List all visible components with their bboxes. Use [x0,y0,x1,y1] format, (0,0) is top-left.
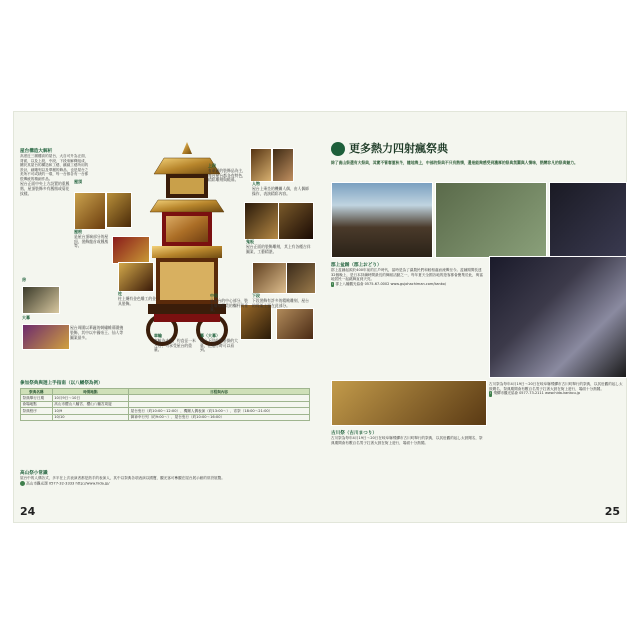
page-number: 25 [604,505,620,518]
photo-drape [22,324,70,350]
section-info: i 飛驒市觀光協會 0577-73-2111 www.hida-kankou.jp [490,391,581,396]
label-top: 屋頂 [74,179,82,184]
intro-text: 除了高山祭還有大祭典，其實不管春夏秋冬，隨地海上，中部的祭典不只有熱情，還是能夠感受到濃厚的祭典氛圍與人情味，熱鬧非凡的祭典魅力。 [331,160,578,165]
table-row: 祭典程序 10/9 屋台曳行（約10:00～12:00）、機關人偶表演（約13:00～）、宵祭（18:00～21:00） [21,408,310,414]
photo-lower [252,262,288,294]
title-ornament-icon [331,142,345,156]
label-upper: 上段 有華麗的裝飾品為主，每台屋台都各有特色，精彩雕刻與帳幕。 [208,163,246,183]
structure-intro [20,148,90,182]
table-row: 10/10 御神幸行列（約9:00～）、屋台曳行（約10:00～16:00） [21,414,310,420]
label-top-text: 屋台正面中央上方設置的重鳳凰，屋頂裝飾多有鳳凰或菊花紋樣。 [20,181,70,196]
section-title: 屋台構造大解析 [20,149,53,154]
label-gate: 屋根 是屋台頂端部分的屋頂，裝飾龍首或鳳凰等。 [74,229,109,249]
label-lower: 下段 下段裝飾有許多的精緻雕刻，屋台的骨架主要在此部分。 [252,293,309,308]
section-text: 郡上盆踊起源於400年前的江戶時代，當時是為了讓農民們和睦相處而流傳至今。盆踊期間長達32個晚上，是日本持續時間最長的舞蹈活動之一，每年夏天全國各地的遊客都會聚集於此，與當地居民一起跳舞直到天亮。 [331,268,483,282]
info-icon [20,481,25,486]
section-text: 古川祭為每年4月19日～20日在岐阜縣飛驒市古川町舉行的祭典，以其壯觀的起し太鼓聞名，祭典期間會有數百名男子扛著大鼓在街上遊行，場面十分熱鬧。 [331,436,483,445]
section-title: 郡上盆踊（郡上おどり） [331,263,382,268]
label-wheel: 車輪 車輪為木製，約直徑一米左右，可承受屋台的重量。 [154,333,196,353]
label-middle: 中段 是屋台的中心部分，裝有雕刻精美的欄杆與垂簾。 [210,293,248,313]
label-tassel: 房 [22,277,26,282]
photo-ornament-2 [278,202,314,240]
table-row: 會場地點 高山市櫻山八幡宮、櫻山八幡宮周邊 [21,401,310,407]
table-header: 日程與內容 [129,389,310,395]
photo-garden [435,182,547,258]
section-link[interactable]: www.gujohachiman.com/kanko/ [390,281,447,286]
contact-line: 高山市觀光課 0577-32-3333 http://www.hida.jp/ [20,481,310,487]
note-text: 屋台中的人偶各式，多半在上次表演者都是熟手的表演人，其中以祭典各項表演以國寶，觀光客可參觀在屋台展示館的常設展覽。 [20,476,225,480]
section-text: 高度近三層樓高的屋台，大自可升為正面，背面，以及上段，中段，下段來解釋組成，關於其屋台的構造和工藝，鐵絲工藝所用的設計，細雕刻以及華麗的飾品，也是屋台之美所不可或缺的一環，每一台都各有一台都很傳統的精細作品。 [20,154,89,181]
photo-human-2 [272,148,294,182]
photo-shrine [331,182,433,258]
photo-middle [118,262,154,292]
table-header: 時間地點 [52,389,128,395]
photo-wheel-2 [276,308,314,340]
schedule-title: 參加祭典與遊上手指南（以八幡祭為例） [20,381,103,386]
section-link[interactable]: www.hida-kankou.jp [545,391,581,396]
note-title: 高山祭小常識 [20,471,48,476]
photo-night-lantern [549,182,627,258]
section-furukawa-info [489,382,625,397]
photo-procession [331,380,487,426]
left-page [14,112,317,522]
label-human: 人物 屋台上乘坐的機關人偶，由人偶師操作，表演精彩內容。 [252,181,309,196]
photo-ornament [244,202,280,240]
label-pillars: 柱 柱上纏有金色雕工的金具裝飾。 [118,291,156,306]
photo-lower-2 [286,262,316,294]
schedule-table [20,388,310,421]
section-info: i 郡上八幡觀光協會 0575-67-0002 www.gujohachiman.com/kanko/ [332,281,447,286]
photo-upper [112,236,150,264]
contact-link[interactable]: http://www.hida.jp/ [75,481,110,486]
section-gujo [331,262,485,287]
info-badge: i [490,391,492,396]
note-section [20,470,310,487]
photo-roof-detail [106,192,132,228]
section-furukawa [331,430,485,445]
magazine-spread [14,112,626,522]
section-title: 古川祭（古川まつり） [331,431,377,436]
label-fringe: 大幕 [22,315,30,320]
label-fringe-text: 屋台周圍以華麗的刺繡帷幕圍繞裝飾，其中以中國帝王、仙人等圖案最多。 [70,325,124,340]
photo-human-1 [250,148,272,182]
label-ornament: 鬼板 屋台正面的裝飾雕刻，其上有各種吉祥圖案，工藝精湛。 [246,239,311,254]
page-number: 24 [20,505,36,518]
title-bar [331,142,621,156]
schedule-section [20,380,310,421]
right-page [323,112,626,522]
photo-roof [74,192,106,230]
label-drape: 幕（大幕） 屋台下段前後垂掛的大幕，在巡行時可以看到。 [200,333,238,353]
table-row: 祭典舉行日期 10月9日～10日 [21,395,310,401]
info-badge: i [332,281,334,286]
photo-tassel [22,286,60,314]
section-text-continued: 古川祭為每年4月19日～20日在岐阜縣飛驒市古川町舉行的祭典，以其壯觀的起し太鼓聞名，祭典期間會有數百名男子扛著大鼓在街上遊行，場面十分熱鬧。 [489,382,623,391]
table-header: 祭典名稱 [21,389,53,395]
page-title: 更多熱力四射瘋祭典 [349,142,448,155]
photo-dancers [489,256,627,378]
section-furukawa-photo [331,380,485,426]
